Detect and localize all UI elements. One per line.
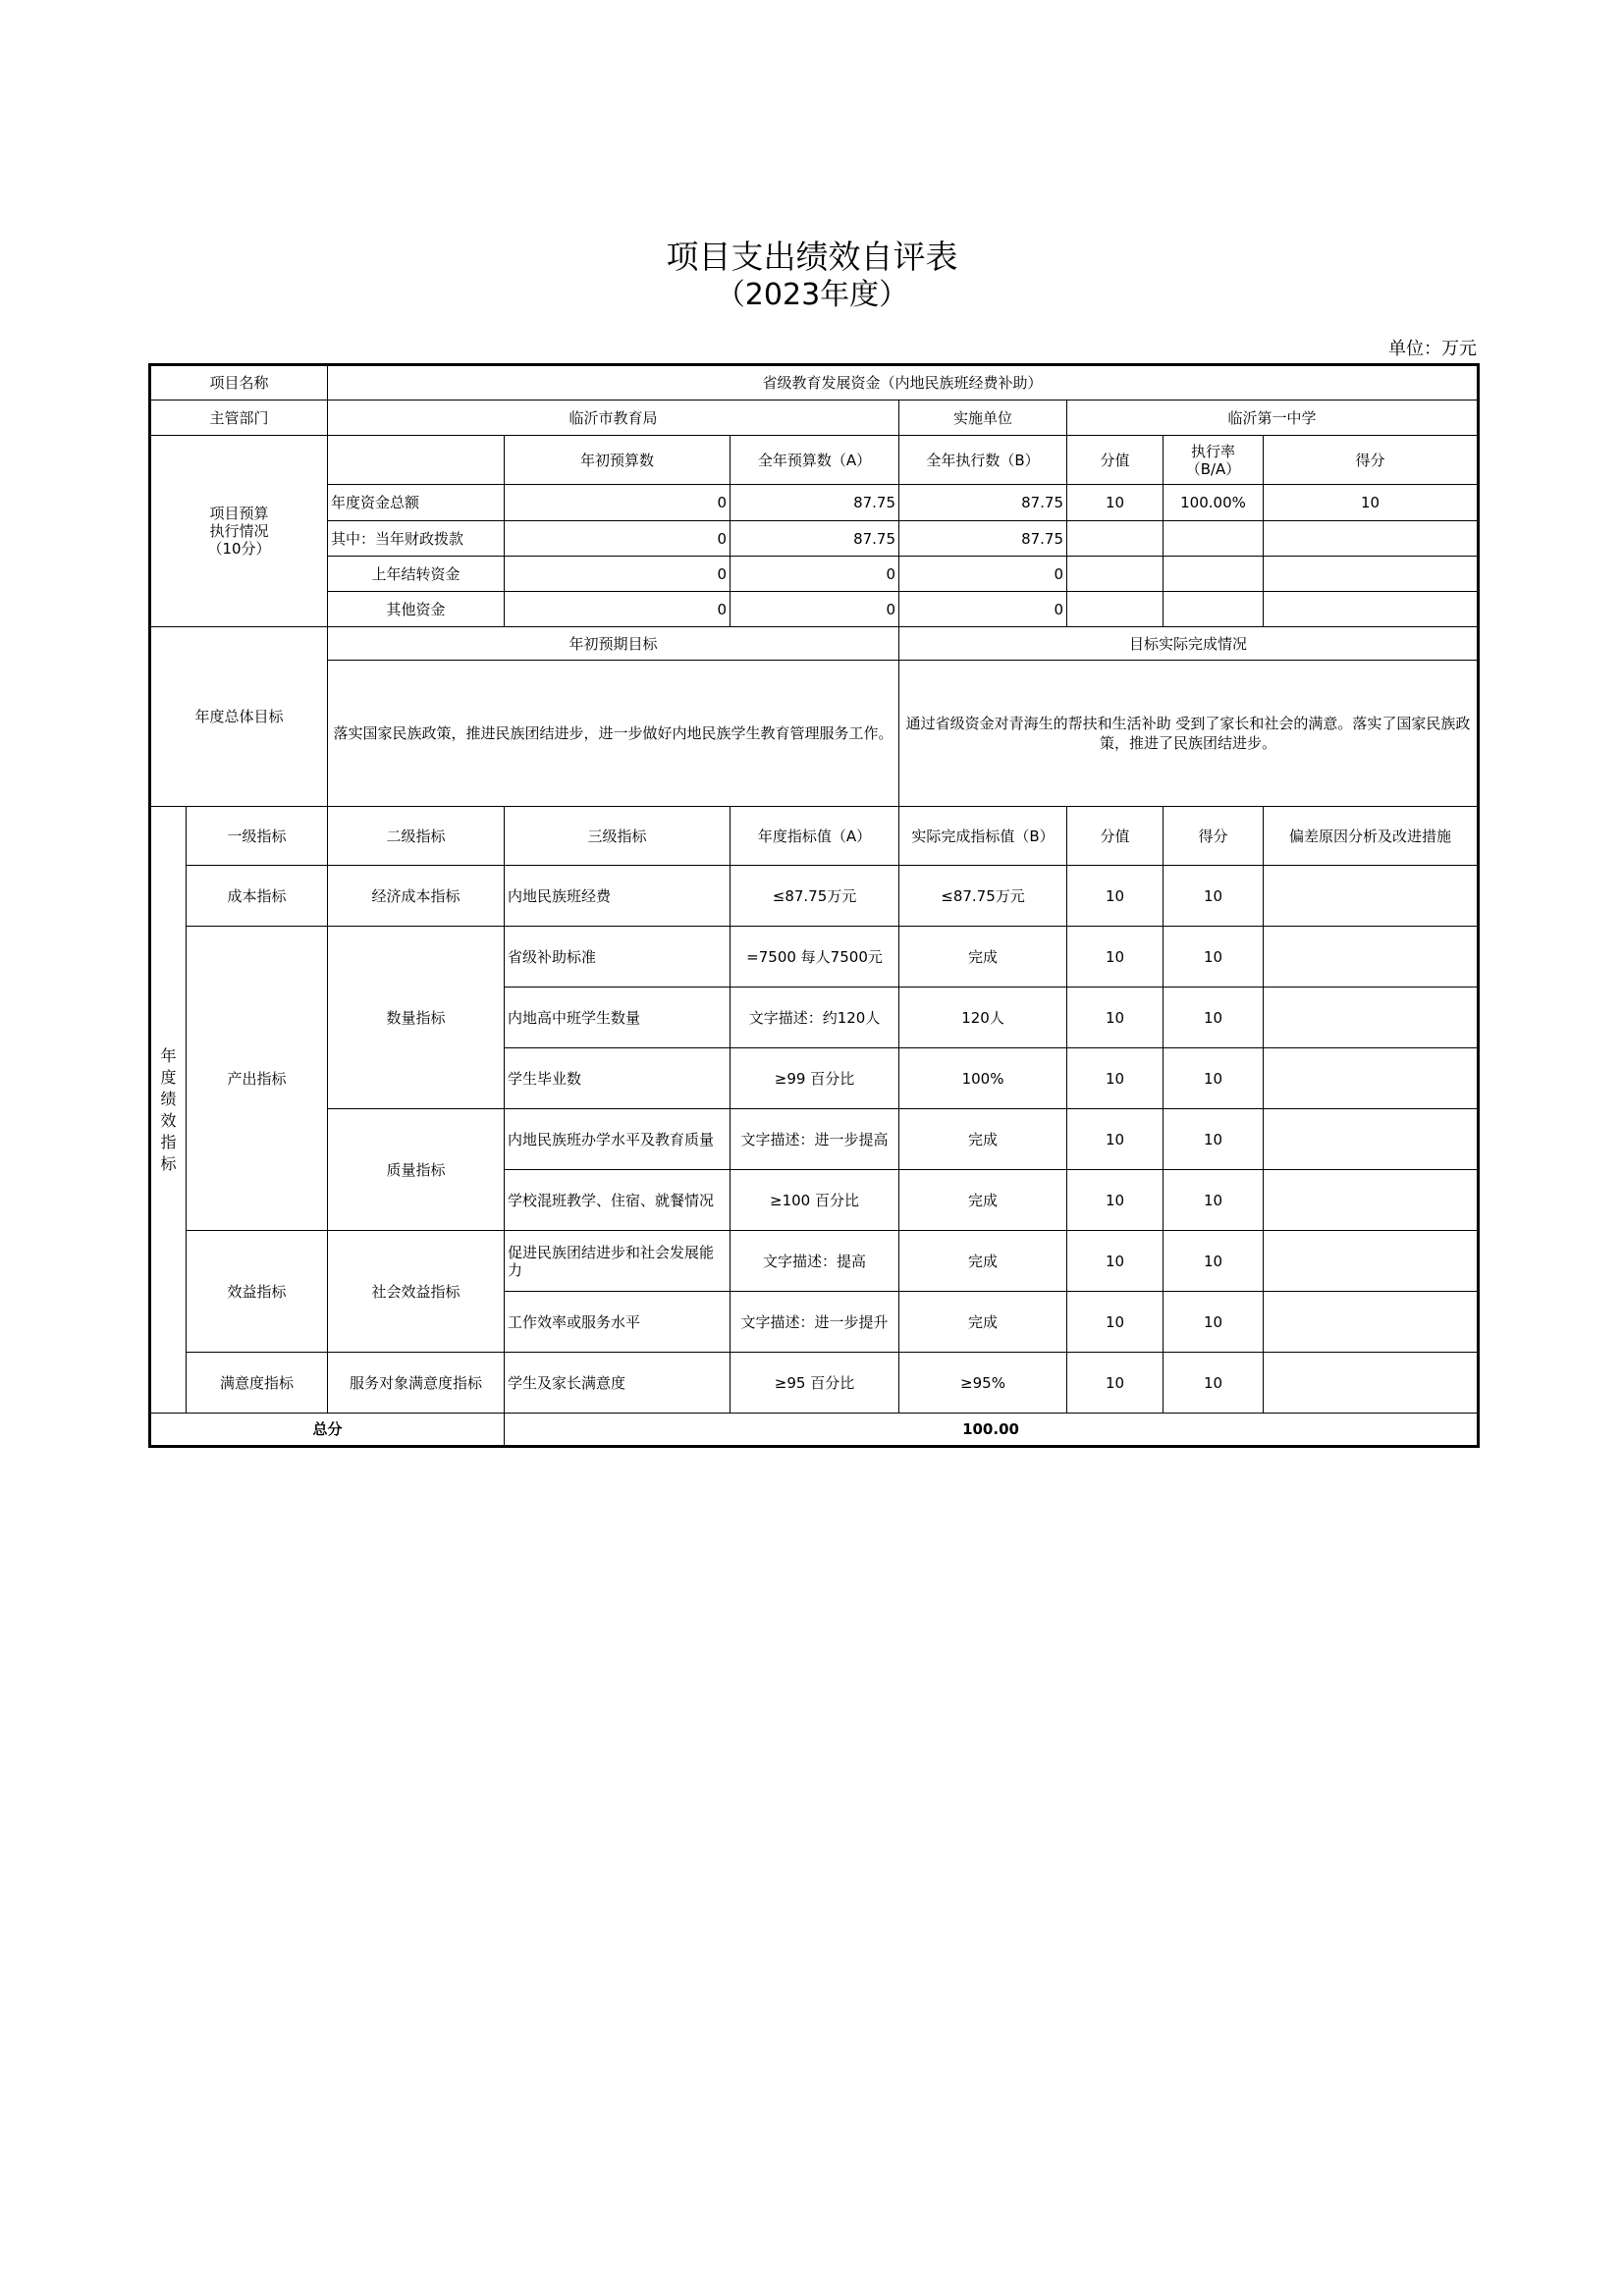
level1-cost: 成本指标 bbox=[187, 866, 328, 927]
actual-goal-header: 目标实际完成情况 bbox=[899, 627, 1479, 661]
total-row bbox=[150, 1414, 1479, 1447]
analysis-value bbox=[1264, 1292, 1479, 1353]
got-value: 10 bbox=[1164, 1170, 1264, 1231]
budget-score bbox=[1067, 557, 1164, 592]
dept-row bbox=[150, 400, 1479, 436]
got-value: 10 bbox=[1164, 988, 1264, 1048]
col-annual: 全年预算数（A） bbox=[731, 436, 899, 485]
level2-service: 服务对象满意度指标 bbox=[328, 1353, 505, 1414]
dept-value: 临沂市教育局 bbox=[328, 400, 899, 436]
target-value: 文字描述：提高 bbox=[731, 1231, 899, 1292]
got-value: 10 bbox=[1164, 866, 1264, 927]
budget-row-label: 其他资金 bbox=[328, 592, 505, 627]
level3-item: 内地高中班学生数量 bbox=[505, 988, 731, 1048]
budget-got: 10 bbox=[1264, 485, 1479, 521]
actual-value: 完成 bbox=[899, 1109, 1067, 1170]
analysis-value bbox=[1264, 866, 1479, 927]
level3-item: 促进民族团结进步和社会发展能力 bbox=[505, 1231, 731, 1292]
score-value: 10 bbox=[1067, 1048, 1164, 1109]
goals-header-row bbox=[150, 627, 1479, 661]
col-got: 得分 bbox=[1264, 436, 1479, 485]
target-value: 文字描述：进一步提升 bbox=[731, 1292, 899, 1353]
performance-table bbox=[148, 363, 1480, 1448]
header-level2: 二级指标 bbox=[328, 807, 505, 866]
budget-annual: 0 bbox=[731, 592, 899, 627]
level3-item: 内地民族班办学水平及教育质量 bbox=[505, 1109, 731, 1170]
score-value: 10 bbox=[1067, 927, 1164, 988]
indicator-row bbox=[150, 927, 1479, 988]
actual-value: 完成 bbox=[899, 1292, 1067, 1353]
got-value: 10 bbox=[1164, 927, 1264, 988]
got-value: 10 bbox=[1164, 1048, 1264, 1109]
indicator-row bbox=[150, 1109, 1479, 1170]
got-value: 10 bbox=[1164, 1353, 1264, 1414]
budget-annual: 87.75 bbox=[731, 485, 899, 521]
score-value: 10 bbox=[1067, 1231, 1164, 1292]
level1-satisfaction: 满意度指标 bbox=[187, 1353, 328, 1414]
analysis-value bbox=[1264, 1109, 1479, 1170]
score-value: 10 bbox=[1067, 988, 1164, 1048]
level1-benefit: 效益指标 bbox=[187, 1231, 328, 1353]
budget-row bbox=[150, 485, 1479, 521]
total-label: 总分 bbox=[150, 1414, 505, 1447]
level2-econ: 经济成本指标 bbox=[328, 866, 505, 927]
indicator-row bbox=[150, 1231, 1479, 1292]
analysis-value bbox=[1264, 1170, 1479, 1231]
col-rate: 执行率 （B/A） bbox=[1164, 436, 1264, 485]
impl-value: 临沂第一中学 bbox=[1067, 400, 1479, 436]
indicator-row bbox=[150, 866, 1479, 927]
header-analysis: 偏差原因分析及改进措施 bbox=[1264, 807, 1479, 866]
level2-quality: 质量指标 bbox=[328, 1109, 505, 1231]
analysis-value bbox=[1264, 1048, 1479, 1109]
budget-rate bbox=[1164, 592, 1264, 627]
target-value: ≥99 百分比 bbox=[731, 1048, 899, 1109]
budget-row bbox=[150, 521, 1479, 557]
target-value: 文字描述：进一步提高 bbox=[731, 1109, 899, 1170]
dept-label: 主管部门 bbox=[150, 400, 328, 436]
budget-row-label: 其中：当年财政拨款 bbox=[328, 521, 505, 557]
got-value: 10 bbox=[1164, 1231, 1264, 1292]
budget-blank-cell bbox=[328, 436, 505, 485]
actual-value: 完成 bbox=[899, 1170, 1067, 1231]
level3-item: 学校混班教学、住宿、就餐情况 bbox=[505, 1170, 731, 1231]
page-subtitle: （2023年度） bbox=[715, 278, 909, 312]
col-score: 分值 bbox=[1067, 436, 1164, 485]
expected-goal-header: 年初预期目标 bbox=[328, 627, 899, 661]
actual-value: 完成 bbox=[899, 1231, 1067, 1292]
actual-goal-text: 通过省级资金对青海生的帮扶和生活补助 受到了家长和社会的满意。落实了国家民族政策，推进了民族团结进步。 bbox=[899, 661, 1479, 807]
level3-item: 学生及家长满意度 bbox=[505, 1353, 731, 1414]
analysis-value bbox=[1264, 1353, 1479, 1414]
col-exec: 全年执行数（B） bbox=[899, 436, 1067, 485]
col-initial: 年初预算数 bbox=[505, 436, 731, 485]
target-value: =7500 每人7500元 bbox=[731, 927, 899, 988]
budget-got bbox=[1264, 592, 1479, 627]
analysis-value bbox=[1264, 927, 1479, 988]
target-value: ≥95 百分比 bbox=[731, 1353, 899, 1414]
budget-row bbox=[150, 592, 1479, 627]
budget-initial: 0 bbox=[505, 557, 731, 592]
score-value: 10 bbox=[1067, 866, 1164, 927]
header-score: 分值 bbox=[1067, 807, 1164, 866]
target-value: ≤87.75万元 bbox=[731, 866, 899, 927]
impl-label: 实施单位 bbox=[899, 400, 1067, 436]
budget-exec: 0 bbox=[899, 592, 1067, 627]
budget-score: 10 bbox=[1067, 485, 1164, 521]
actual-value: 100% bbox=[899, 1048, 1067, 1109]
budget-annual: 87.75 bbox=[731, 521, 899, 557]
level3-item: 省级补助标准 bbox=[505, 927, 731, 988]
target-value: ≥100 百分比 bbox=[731, 1170, 899, 1231]
analysis-value bbox=[1264, 988, 1479, 1048]
actual-value: 120人 bbox=[899, 988, 1067, 1048]
budget-score bbox=[1067, 521, 1164, 557]
indicator-section-label: 年 度 绩 效 指 标 bbox=[150, 807, 187, 1414]
budget-initial: 0 bbox=[505, 485, 731, 521]
level2-quantity: 数量指标 bbox=[328, 927, 505, 1109]
header-target: 年度指标值（A） bbox=[731, 807, 899, 866]
goals-section-label: 年度总体目标 bbox=[150, 627, 328, 807]
got-value: 10 bbox=[1164, 1109, 1264, 1170]
budget-rate: 100.00% bbox=[1164, 485, 1264, 521]
budget-got bbox=[1264, 557, 1479, 592]
level2-social: 社会效益指标 bbox=[328, 1231, 505, 1353]
budget-row-label: 上年结转资金 bbox=[328, 557, 505, 592]
budget-initial: 0 bbox=[505, 592, 731, 627]
indicator-row bbox=[150, 1353, 1479, 1414]
target-value: 文字描述：约120人 bbox=[731, 988, 899, 1048]
actual-value: ≤87.75万元 bbox=[899, 866, 1067, 927]
budget-header-row bbox=[150, 436, 1479, 485]
level3-item: 内地民族班经费 bbox=[505, 866, 731, 927]
actual-value: ≥95% bbox=[899, 1353, 1067, 1414]
indicator-header-row bbox=[150, 807, 1479, 866]
project-name-value: 省级教育发展资金（内地民族班经费补助） bbox=[328, 365, 1479, 400]
project-name-label: 项目名称 bbox=[150, 365, 328, 400]
score-value: 10 bbox=[1067, 1170, 1164, 1231]
budget-rate bbox=[1164, 557, 1264, 592]
score-value: 10 bbox=[1067, 1292, 1164, 1353]
budget-annual: 0 bbox=[731, 557, 899, 592]
score-value: 10 bbox=[1067, 1353, 1164, 1414]
budget-score bbox=[1067, 592, 1164, 627]
header-got: 得分 bbox=[1164, 807, 1264, 866]
budget-got bbox=[1264, 521, 1479, 557]
budget-exec: 0 bbox=[899, 557, 1067, 592]
budget-row bbox=[150, 557, 1479, 592]
budget-section-label: 项目预算 执行情况 （10分） bbox=[150, 436, 328, 627]
budget-exec: 87.75 bbox=[899, 485, 1067, 521]
header-level3: 三级指标 bbox=[505, 807, 731, 866]
level1-output: 产出指标 bbox=[187, 927, 328, 1231]
analysis-value bbox=[1264, 1231, 1479, 1292]
total-value: 100.00 bbox=[505, 1414, 1479, 1447]
budget-initial: 0 bbox=[505, 521, 731, 557]
unit-label: 单位：万元 bbox=[1388, 339, 1477, 359]
actual-value: 完成 bbox=[899, 927, 1067, 988]
goals-content-row bbox=[150, 661, 1479, 807]
budget-row-label: 年度资金总额 bbox=[328, 485, 505, 521]
header-actual: 实际完成指标值（B） bbox=[899, 807, 1067, 866]
score-value: 10 bbox=[1067, 1109, 1164, 1170]
project-name-row bbox=[150, 365, 1479, 400]
expected-goal-text: 落实国家民族政策，推进民族团结进步，进一步做好内地民族学生教育管理服务工作。 bbox=[328, 661, 899, 807]
level3-item: 工作效率或服务水平 bbox=[505, 1292, 731, 1353]
budget-exec: 87.75 bbox=[899, 521, 1067, 557]
header-level1: 一级指标 bbox=[187, 807, 328, 866]
page-title: 项目支出绩效自评表 bbox=[666, 238, 958, 276]
got-value: 10 bbox=[1164, 1292, 1264, 1353]
budget-rate bbox=[1164, 521, 1264, 557]
level3-item: 学生毕业数 bbox=[505, 1048, 731, 1109]
